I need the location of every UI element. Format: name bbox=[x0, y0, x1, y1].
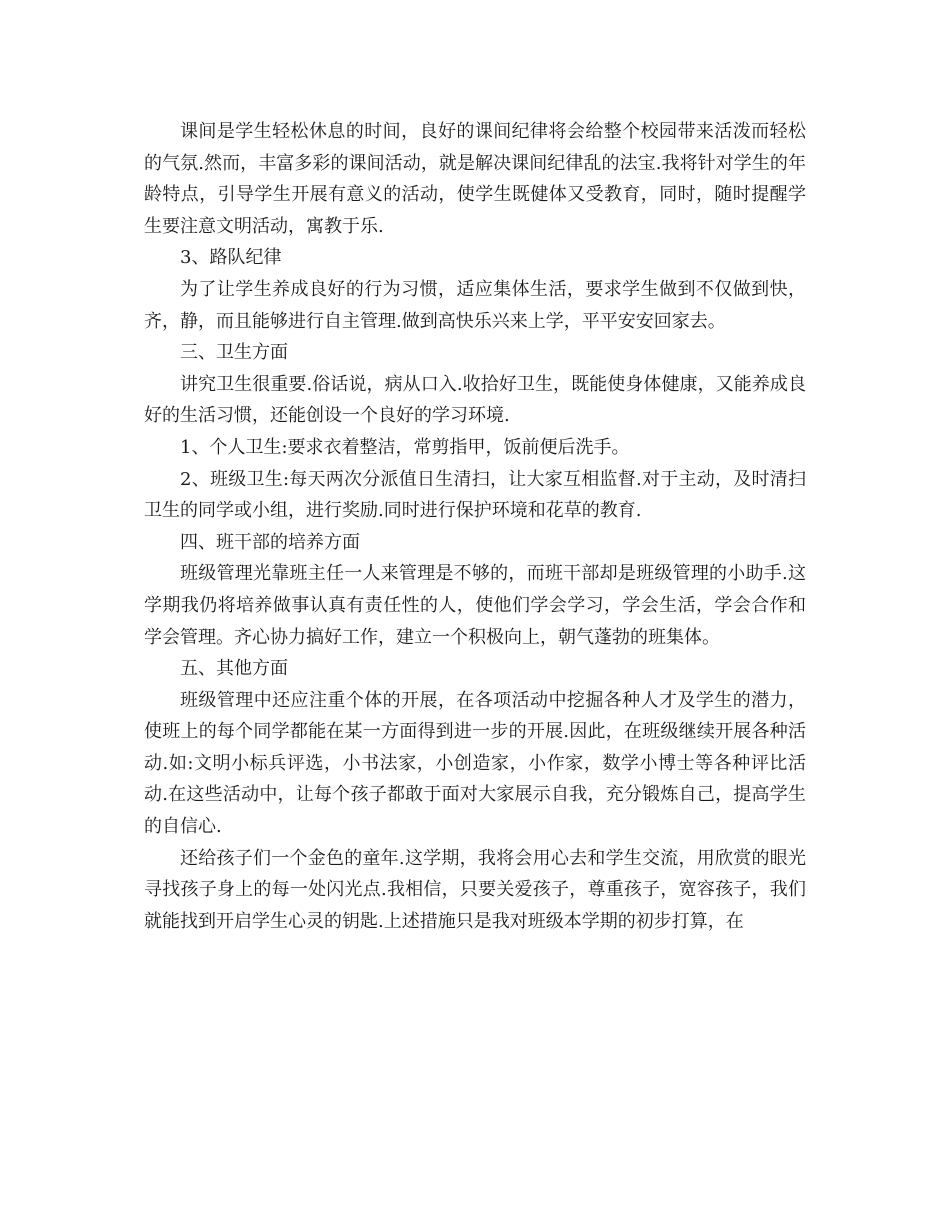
paragraph-line-discipline: 为了让学生养成良好的行为习惯，适应集体生活，要求学生做到不仅做到快，齐，静，而且能够进行自主管理.做到高快乐兴来上学，平平安安回家去。 bbox=[144, 278, 806, 332]
document-page bbox=[144, 116, 806, 937]
paragraph-class-cadres: 班级管理光靠班主任一人来管理是不够的，而班干部却是班级管理的小助手.这学期我仍将培养做事认真有责任性的人，使他们学会学习，学会生活，学会合作和学会管理。齐心协力搞好工作，建立一个积极向上，朝气蓬勃的班集体。 bbox=[144, 563, 806, 648]
item-personal-hygiene: 1、个人卫生:要求衣着整洁，常剪指甲，饭前便后洗手。 bbox=[180, 436, 630, 458]
heading-other-aspects: 五、其他方面 bbox=[180, 658, 288, 680]
heading-line-discipline: 3、路队纪律 bbox=[180, 247, 282, 269]
paragraph-other-aspects: 班级管理中还应注重个体的开展，在各项活动中挖掘各种人才及学生的潜力，使班上的每个同学都能在某一方面得到进一步的开展.因此，在班级继续开展各种活动.如:文明小标兵评选，小书法家，小创造家，小作家，数学小博士等各种评比活动.在这些活动中，让每个孩子都敢于面对大家展示自我，充分锻炼自己，提高学生的自信心. bbox=[144, 689, 806, 838]
paragraph-recess-discipline: 课间是学生轻松休息的时间，良好的课间纪律将会给整个校园带来活泼而轻松的气氛.然而，丰富多彩的课间活动，就是解决课间纪律乱的法宝.我将针对学生的年龄特点，引导学生开展有意义的活动，使学生既健体又受教育，同时，随时提醒学生要注意文明活动，寓教于乐. bbox=[144, 121, 806, 237]
paragraph-golden-childhood: 还给孩子们一个金色的童年.这学期，我将会用心去和学生交流，用欣赏的眼光寻找孩子身上的每一处闪光点.我相信，只要关爱孩子，尊重孩子，宽容孩子，我们就能找到开启学生心灵的钥匙.上述措施只是我对班级本学期的初步打算，在 bbox=[144, 847, 806, 932]
heading-class-cadres: 四、班干部的培养方面 bbox=[180, 531, 360, 553]
item-class-hygiene: 2、班级卫生:每天两次分派值日生清扫，让大家互相监督.对于主动，及时清扫卫生的同学或小组，进行奖励.同时进行保护环境和花草的教育. bbox=[144, 468, 806, 522]
paragraph-hygiene: 讲究卫生很重要.俗话说，病从口入.收拾好卫生，既能使身体健康，又能养成良好的生活习惯，还能创设一个良好的学习环境. bbox=[144, 373, 806, 427]
heading-hygiene: 三、卫生方面 bbox=[180, 342, 288, 364]
